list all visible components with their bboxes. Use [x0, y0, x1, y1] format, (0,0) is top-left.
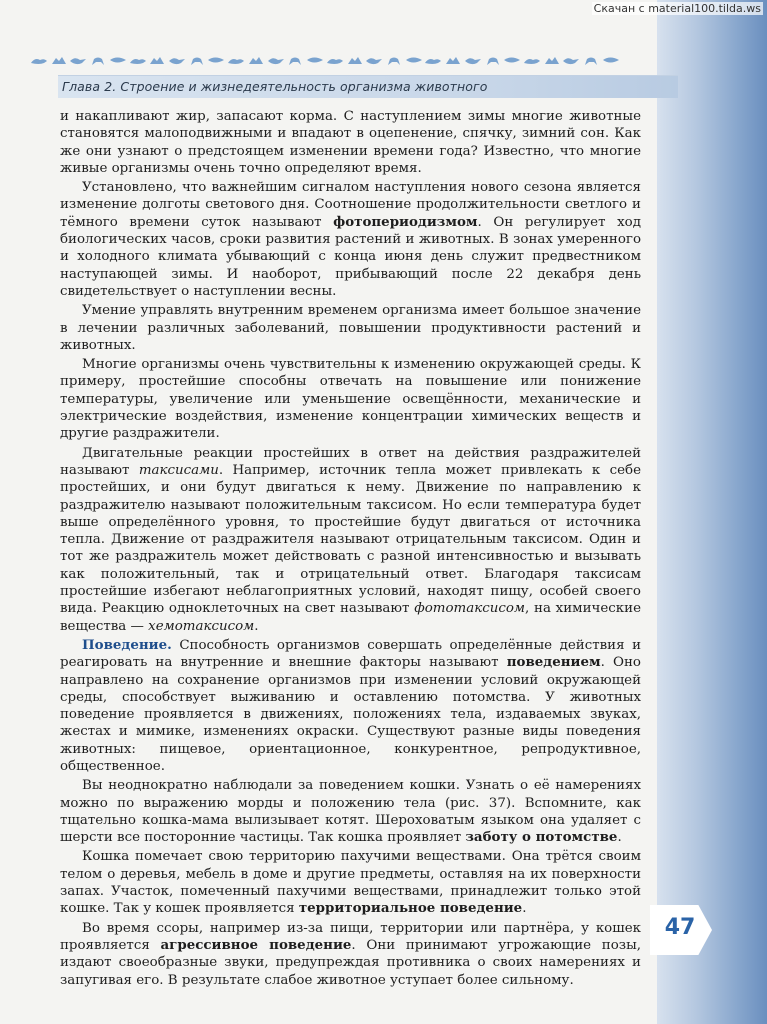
paragraph [60, 637, 641, 775]
animal-silhouette-icon [405, 55, 423, 67]
paragraph [60, 108, 641, 177]
animal-silhouette-icon [346, 55, 364, 67]
text-run: . Они принимают угрожающие позы, издают своеобразные звуки, предупреждая противника о своих намерениях и запугивая его. В результате слабое животное уступает более сильному. [60, 937, 641, 988]
text-run: , на химические вещества — [60, 601, 641, 634]
term-bold: поведением [506, 654, 601, 671]
animal-silhouette-icon [543, 55, 561, 67]
text-run: Кошка помечает свою территорию пахучими веществами. Она трётся своим телом о деревья, мебель в доме и другие предметы, оставляя на их поверхности запах. Участок, помеченный пахучими веществами, принадлежит только этой кошке. Так у кошек проявляется [60, 849, 641, 917]
text-run: Умение управлять внутренним временем организма имеет большое значение в лечении различных заболеваний, повышении продуктивности растений и животных. [60, 303, 641, 353]
animal-silhouette-icon [168, 55, 186, 67]
animal-silhouette-icon [385, 55, 403, 67]
animal-silhouette-icon [286, 55, 304, 67]
text-run: . [522, 901, 527, 917]
animal-silhouette-icon [30, 55, 48, 67]
paragraph [60, 356, 641, 442]
term-bold: агрессивное поведение [160, 936, 352, 953]
chapter-title: Глава 2. Строение и жизнедеятельность организма животного [62, 79, 488, 94]
paragraph [60, 848, 641, 917]
term-italic: фототаксисом [414, 601, 526, 617]
animal-silhouette-icon [444, 55, 462, 67]
text-run: и накапливают жир, запасают корма. С наступлением зимы многие животные становятся малоподвижными и впадают в оцепенение, спячку, зимний сон. Как же они узнают о предстоящем изменении времени года? Известно, что многие живые организмы очень точно определяют время. [60, 109, 641, 176]
animal-silhouette-icon [523, 55, 541, 67]
animal-silhouette-icon [267, 55, 285, 67]
animal-silhouette-icon [562, 55, 580, 67]
text-run: . Например, источник тепла может привлекать к себе простейших, и они будут двигаться к нему. Движение по направлению к раздражителю называют положительным таксисом. Но если температура будет выше определённого уровня, то простейшие будут двигаться от источника тепла. Движение от раздражителя называют отрицательным таксисом. Один и тот же раздражитель может действовать с разной интенсивностью и вызывать как положительный, так и отрицательный ответ. Благодаря таксисам простейшие избегают неблагоприятных условий, находят пищу, особей своего вида. Реакцию одноклеточных на свет называют [60, 462, 641, 617]
term-italic: хемотаксисом [148, 618, 255, 634]
text-run: Установлено, что важнейшим сигналом наступления нового сезона является изменение долготы светового дня. Соотношение продолжительности светлого и тёмного времени суток называют [60, 180, 641, 230]
animal-silhouette-icon [365, 55, 383, 67]
animal-silhouette-strip [30, 53, 620, 69]
animal-silhouette-icon [247, 55, 265, 67]
term-bold: заботу о потомстве [465, 829, 618, 846]
animal-silhouette-icon [148, 55, 166, 67]
animal-silhouette-icon [50, 55, 68, 67]
paragraph [60, 920, 641, 989]
animal-silhouette-icon [424, 55, 442, 67]
watermark-text: Скачан с material100.tilda.ws [593, 2, 761, 15]
animal-silhouette-icon [207, 55, 225, 67]
body-text [60, 108, 641, 989]
section-heading: Поведение. [82, 636, 172, 653]
margin-bar [657, 0, 767, 1024]
term-bold: территориальное поведение [298, 900, 523, 917]
term-italic: таксисами [138, 462, 219, 478]
animal-silhouette-icon [326, 55, 344, 67]
text-run: . [617, 830, 622, 846]
text-run: Во время ссоры, например из-за пищи, территории или партнёра, у кошек проявляется [60, 920, 641, 953]
animal-silhouette-icon [129, 55, 147, 67]
text-run: Вы неоднократно наблюдали за поведением кошки. Узнать о её намерениях можно по выражению морды и положению тела (рис. 37). Вспомните, как тщательно кошка-мама вылизывает котят. Шероховатым языком она удаляет с шерсти все посторонние частицы. Так кошка проявляет [60, 778, 641, 846]
text-run: . Оно направлено на сохранение организмов при изменении условий окружающей среды, способствует выживанию и оставлению потомства. У животных поведение проявляется в движениях, положениях тела, издаваемых звуках, жестах и мимике, изменениях окраски. Существуют разные виды поведения животных: пищевое, ориентационное, конкурентное, репродуктивное, общественное. [60, 655, 641, 774]
text-run: Многие организмы очень чувствительны к изменению окружающей среды. К примеру, простейшие способны отвечать на повышение или понижение температуры, увеличение или уменьшение освещённости, механические и электрические воздействия, изменение концентрации химических веществ и другие раздражители. [60, 357, 641, 442]
text-run: Способность организмов совершать определённые действия и реагировать на внутренние и внешние факторы называют [60, 637, 641, 671]
term-bold: фотопериодизмом [333, 213, 478, 230]
animal-silhouette-icon [602, 55, 620, 67]
paragraph [60, 179, 641, 300]
animal-silhouette-icon [582, 55, 600, 67]
paragraph [60, 445, 641, 635]
animal-silhouette-icon [484, 55, 502, 67]
text-run: . [254, 618, 259, 634]
animal-silhouette-icon [464, 55, 482, 67]
animal-silhouette-icon [227, 55, 245, 67]
text-run: . Он регулирует ход биологических часов, сроки развития растений и животных. В зонах умеренного и холодного климата убывающий с конца июня день служит предвестником наступающей зимы. И наоборот, прибывающий после 22 декабря день свидетельствует о наступлении весны. [60, 214, 641, 299]
animal-silhouette-icon [503, 55, 521, 67]
animal-silhouette-icon [69, 55, 87, 67]
animal-silhouette-icon [89, 55, 107, 67]
animal-silhouette-icon [109, 55, 127, 67]
paragraph [60, 302, 641, 354]
page-number: 47 [664, 915, 696, 940]
text-run: Двигательные реакции простейших в ответ на действия раздражителей называют [60, 445, 641, 478]
animal-silhouette-icon [306, 55, 324, 67]
animal-silhouette-icon [188, 55, 206, 67]
paragraph [60, 777, 641, 846]
